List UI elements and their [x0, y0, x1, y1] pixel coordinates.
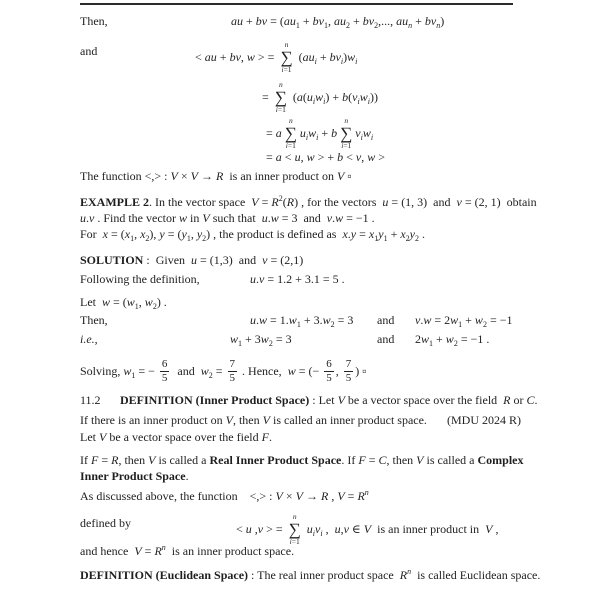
derivation-and-row — [0, 40, 600, 74]
definition-ips-line5 — [0, 467, 600, 485]
solution-let-row — [0, 293, 600, 311]
and-label: and — [377, 332, 395, 346]
solution-ie-row — [0, 330, 600, 348]
derivation-step-row — [0, 116, 600, 150]
derivation-conclusion — [0, 167, 600, 185]
equation-linear-combination: au + bv = ($au_1 + bv_1$, $au_2 + bv_2$,..., $au_n + bv_n$) — [231, 14, 445, 30]
definition-ips-text: If there is an inner product on V, then V is called an inner product space. — [80, 413, 427, 427]
and-label: and — [80, 44, 98, 58]
and-hence-row — [0, 542, 600, 560]
solution-heading-row — [0, 251, 600, 269]
equation-system-1: $w_1 + 3w_2 = 3$ — [230, 332, 292, 348]
defined-by-row — [0, 512, 600, 546]
equation-final-linearity: = a < u, w > + b < v, w > — [266, 150, 386, 164]
example2-text: EXAMPLE 2. In the vector space $V = R^2(R)$ , for the vectors u = (1, 3) and v = (2, 1) obtain — [80, 194, 537, 209]
example2-text: u.v . Find the vector w in V such that u.w = 3 and v.w = −1 . — [80, 211, 375, 225]
equation-inner-product-sum: < au + bv, w > = n ∑ i=1 $(au_i + bv_i)w_i$ — [195, 40, 358, 74]
then-label: Then, — [80, 14, 108, 28]
equation-distributed-sum: = n ∑ i=1 $(a(u_iw_i) + b(v_iw_i))$ — [262, 80, 378, 114]
solution-solving-row — [0, 358, 600, 384]
solution-then-row — [0, 311, 600, 329]
defined-by-label: defined by — [80, 516, 131, 530]
derivation-step-row — [0, 80, 600, 114]
following-label: Following the definition, — [80, 272, 200, 286]
definition-ips-text: DEFINITION (Inner Product Space) : Let V be a vector space over the field R or C. — [120, 393, 538, 407]
definition-ips-line2 — [0, 411, 600, 429]
exam-reference-tag: (MDU 2024 R) — [447, 413, 521, 427]
definition-ips-text: Let V be a vector space over the field F. — [80, 430, 272, 444]
definition-ips-text: As discussed above, the function <,> : V × V → R , $V = R^n$ — [80, 488, 369, 503]
definition-ips-text: If F = R, then V is called a Real Inner Product Space. If F = C, then V is called a Complex — [80, 453, 524, 467]
equation-split-sums: = a n ∑ i=1 $u_iw_i + b$ n ∑ i=1 $v_iw_i$ — [266, 116, 374, 150]
equation-vw: $v.w = 2w_1 + w_2 = -1$ — [415, 313, 513, 329]
derivation-then-row — [0, 12, 600, 30]
equation-uv-value: u.v = 1.2 + 3.1 = 5 . — [250, 272, 345, 286]
then-label: Then, — [80, 313, 108, 327]
and-label: and — [377, 313, 395, 327]
solution-text: SOLUTION : Given u = (1,3) and v = (2,1) — [80, 253, 304, 267]
solution-following-row — [0, 270, 600, 288]
definition-ips-line3 — [0, 428, 600, 446]
definition-euclidean-text: DEFINITION (Euclidean Space) : The real inner product space $R^n$ is called Euclidean space. — [80, 567, 541, 582]
conclusion-text: The function <,> : V × V → R is an inner product on V ▫ — [80, 169, 352, 183]
equation-uw: $u.w = 1.w_1 + 3.w_2 = 3$ — [250, 313, 354, 329]
let-w-text: Let $w = (w_1$, $w_2$) . — [80, 295, 167, 311]
and-hence-text: and hence $V = R^n$ is an inner product space. — [80, 543, 295, 558]
ie-label: i.e., — [80, 332, 98, 346]
equation-inner-product-definition: < u ,v > = n ∑ i=1 $u_iv_i$ , u,v ∈ V is an inner product in V , — [236, 512, 499, 546]
derivation-step-row — [0, 148, 600, 166]
example2-line3 — [0, 225, 600, 243]
top-rule — [80, 3, 513, 5]
definition-ips-text: Inner Product Space. — [80, 469, 189, 483]
definition-ips-line1 — [0, 391, 600, 409]
solving-text: Solving, $w_1$ = − $\frac{6}{5}$ and $w_2$ = $\frac{7}{5}$ . Hence, w = (− $\frac{6}{5}$ , $\frac{7}{5}$ ) ▫ — [80, 358, 367, 384]
definition-euclidean-row — [0, 566, 600, 584]
equation-system-2: $2w_1 + w_2 = -1$ . — [415, 332, 490, 348]
section-number: 11.2 — [80, 393, 101, 407]
definition-ips-line6 — [0, 487, 600, 505]
example2-text: For $x = (x_1$, $x_2$), $y = (y_1$, $y_2$) , the product is defined as $x.y = x_1y_1 + x_2y_2$ . — [80, 227, 425, 243]
